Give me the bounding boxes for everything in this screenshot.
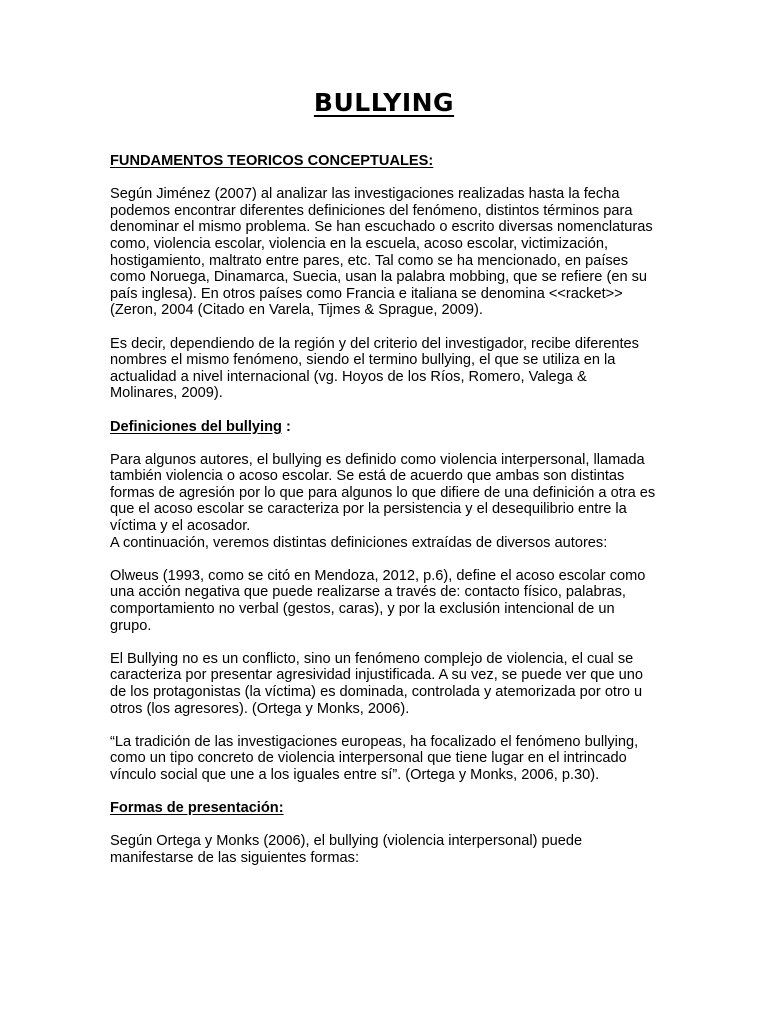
document-body <box>110 153 658 883</box>
section-heading-formas: Formas de presentación: <box>110 800 284 817</box>
section-heading-definiciones: Definiciones del bullying : <box>110 418 291 435</box>
paragraph: Según Jiménez (2007) al analizar las investigaciones realizadas hasta la fecha podemos encontrar diferentes definiciones del fenómeno, distintos términos para denominar el mismo problema. Se han escuchado o escrito diversas nomenclaturas como, violencia escolar, violencia en la escuela, acoso escolar, victimización, hostigamiento, maltrato entre pares, etc. Tal como se ha mencionado, en países como Noruega, Dinamarca, Suecia, usan la palabra mobbing, que se refiere (en su país inglesa). En otros países como Francia e italiana se denomina <<racket>> (Zeron, 2004 (Citado en Varela, Tijmes & Sprague, 2009). <box>110 186 653 319</box>
paragraph: Según Ortega y Monks (2006), el bullying (violencia interpersonal) puede manifestarse de las siguientes formas: <box>110 833 583 866</box>
paragraph: Es decir, dependiendo de la región y del criterio del investigador, recibe diferentes nombres el mismo fenómeno, siendo el termino bullying, el que se utiliza en la actualidad a nivel internacional (vg. Hoyos de los Ríos, Romero, Valega & Molinares, 2009). <box>110 335 639 402</box>
paragraph: A continuación, veremos distintas definiciones extraídas de diversos autores: <box>110 534 608 551</box>
document-title: BULLYING <box>313 88 455 117</box>
paragraph: “La tradición de las investigaciones europeas, ha focalizado el fenómeno bullying, como un tipo concreto de violencia interpersonal que tiene lugar en el intrincado vínculo social que une a los iguales entre sí”. (Ortega y Monks, 2006, p.30). <box>110 733 639 783</box>
paragraph: Para algunos autores, el bullying es definido como violencia interpersonal, llamada también violencia o acoso escolar. Se está de acuerdo que ambas son distintas formas de agresión por lo que para algunos lo que difiere de una definición a otra es que el acoso escolar se caracteriza por la persistencia y el desequilibrio entre la víctima y el acosador. <box>110 451 656 535</box>
section-heading-fundamentos: FUNDAMENTOS TEORICOS CONCEPTUALES: <box>110 153 434 169</box>
paragraph: El Bullying no es un conflicto, sino un fenómeno complejo de violencia, el cual se caracteriza por presentar agresividad injustificada. A su vez, se puede ver que uno de los protagonistas (la víctima) es dominada, controlada y atemorizada por otro u otros (los agresores). (Ortega y Monks, 2006). <box>110 650 643 717</box>
paragraph: Olweus (1993, como se citó en Mendoza, 2012, p.6), define el acoso escolar como una acción negativa que puede realizarse a través de: contacto físico, palabras, comportamiento no verbal (gestos, caras), y por la exclusión intencional de un grupo. <box>110 567 646 634</box>
